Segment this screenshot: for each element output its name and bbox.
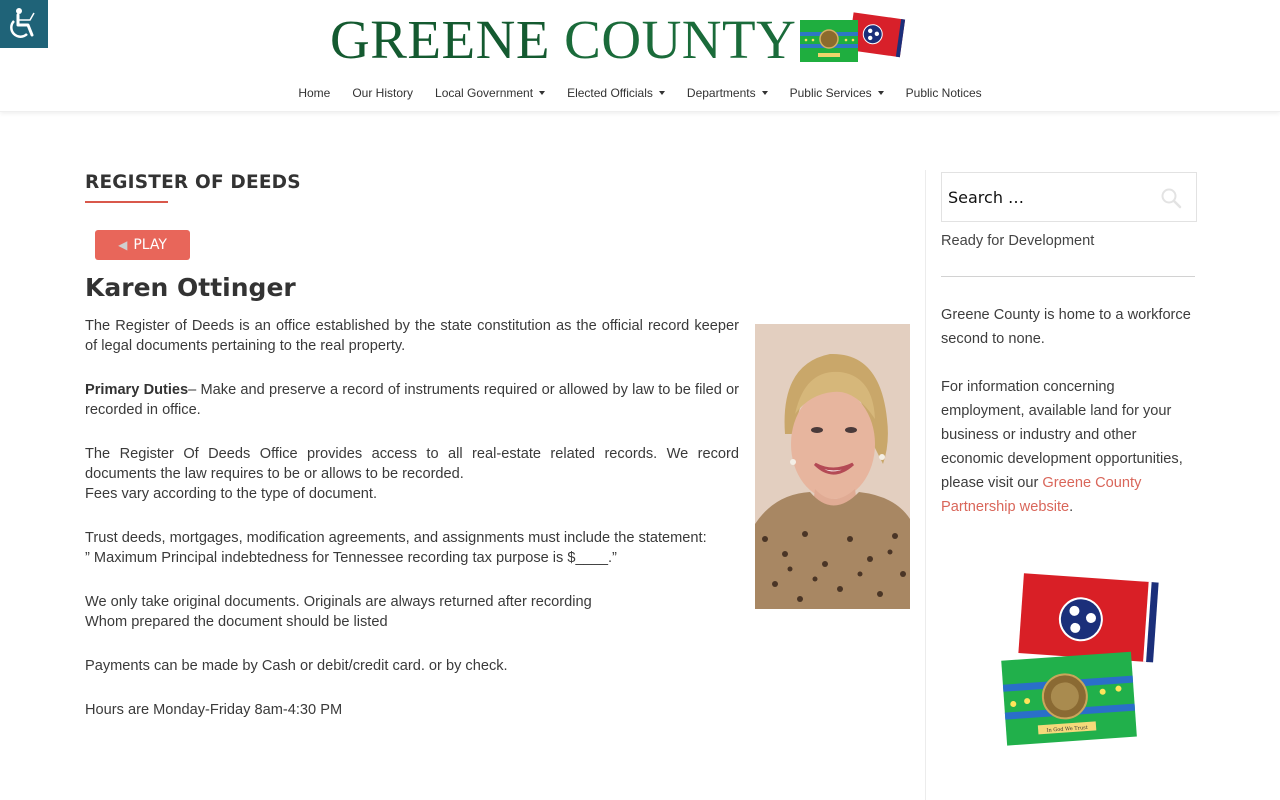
search-icon[interactable] bbox=[1160, 187, 1182, 209]
page-title: REGISTER OF DEEDS bbox=[85, 172, 301, 193]
ready-for-development-text: Ready for Development bbox=[941, 233, 1095, 249]
paragraph-originals bbox=[85, 592, 739, 632]
trust-deeds-text: Trust deeds, mortgages, modification agreements, and assignments must include the statement: bbox=[85, 530, 707, 546]
county-state-flags-image bbox=[941, 568, 1197, 758]
flag-motto: In God We Trust bbox=[1046, 724, 1089, 734]
main-nav bbox=[0, 84, 1280, 102]
portrait-photo bbox=[755, 324, 910, 609]
caret-down-icon bbox=[878, 91, 884, 95]
statement-text: ” Maximum Principal indebtedness for Tennessee recording tax purpose is $____.” bbox=[85, 550, 617, 566]
partnership-website-link[interactable]: Greene County Partnership website bbox=[941, 475, 1142, 515]
originals-text: We only take original documents. Originals are always returned after recording bbox=[85, 594, 592, 610]
article-body bbox=[85, 316, 739, 744]
person-name: Karen Ottinger bbox=[85, 273, 296, 302]
nav-label: Public Notices bbox=[905, 86, 982, 100]
main-content bbox=[85, 170, 910, 718]
primary-duties-label: Primary Duties bbox=[85, 382, 189, 398]
title-underline bbox=[85, 201, 168, 203]
economic-development-widget bbox=[941, 303, 1197, 519]
nav-item-our-history[interactable] bbox=[341, 84, 424, 102]
nav-item-departments[interactable] bbox=[676, 84, 779, 102]
fees-text: Fees vary according to the type of document. bbox=[85, 486, 378, 502]
primary-duties-text: – Make and preserve a record of instruments required or allowed by law to be filed or recorded in office. bbox=[85, 382, 739, 418]
site-logo[interactable] bbox=[330, 10, 908, 70]
nav-item-elected-officials[interactable] bbox=[556, 84, 676, 102]
caret-down-icon bbox=[659, 91, 665, 95]
nav-item-local-government[interactable] bbox=[424, 84, 556, 102]
nav-label: Departments bbox=[686, 86, 756, 100]
logo-text: GREENE COUNTY bbox=[330, 9, 797, 70]
nav-label: Home bbox=[298, 86, 331, 100]
play-audio-button[interactable] bbox=[95, 230, 190, 260]
logo-flags-icon bbox=[798, 10, 908, 70]
paragraph-trust-deeds bbox=[85, 528, 739, 568]
paragraph-hours: Hours are Monday-Friday 8am-4:30 PM bbox=[85, 702, 343, 718]
preparer-text: Whom prepared the document should be listed bbox=[85, 614, 388, 630]
info-intro: For information concerning employment, available land for your business or industry and other economic development opportunities, please visit our bbox=[941, 379, 1183, 491]
workforce-text: Greene County is home to a workforce second to none. bbox=[941, 307, 1191, 347]
sidebar-divider bbox=[925, 170, 926, 800]
nav-label: Our History bbox=[352, 86, 414, 100]
info-end: . bbox=[1069, 499, 1074, 515]
wheelchair-icon bbox=[8, 7, 40, 41]
portrait-illustration bbox=[755, 324, 910, 609]
search-form bbox=[941, 172, 1197, 222]
sidebar-divider-rule bbox=[941, 276, 1195, 277]
caret-down-icon bbox=[539, 91, 545, 95]
paragraph-access bbox=[85, 444, 739, 504]
nav-label: Local Government bbox=[435, 86, 534, 100]
speaker-icon: ◀ bbox=[118, 238, 128, 252]
paragraph-primary-duties bbox=[85, 380, 739, 420]
nav-item-public-services[interactable] bbox=[779, 84, 895, 102]
nav-item-public-notices[interactable] bbox=[895, 84, 993, 102]
accessibility-button[interactable] bbox=[0, 0, 48, 48]
sidebar bbox=[941, 172, 1197, 734]
nav-item-home[interactable] bbox=[287, 84, 341, 102]
info-text bbox=[941, 375, 1197, 519]
nav-label: Elected Officials bbox=[567, 86, 653, 100]
nav-label: Public Services bbox=[789, 86, 872, 100]
search-input[interactable] bbox=[948, 188, 1148, 207]
site-header bbox=[0, 0, 1280, 112]
access-text: The Register Of Deeds Office provides access to all real-estate related records. We record documents the law requires to be or allows to be recorded. bbox=[85, 446, 739, 482]
paragraph-intro: The Register of Deeds is an office established by the state constitution as the official record keeper of legal documents pertaining to the real property. bbox=[85, 318, 739, 354]
paragraph-payments: Payments can be made by Cash or debit/credit card. or by check. bbox=[85, 658, 508, 674]
play-label: PLAY bbox=[133, 237, 167, 253]
caret-down-icon bbox=[762, 91, 768, 95]
